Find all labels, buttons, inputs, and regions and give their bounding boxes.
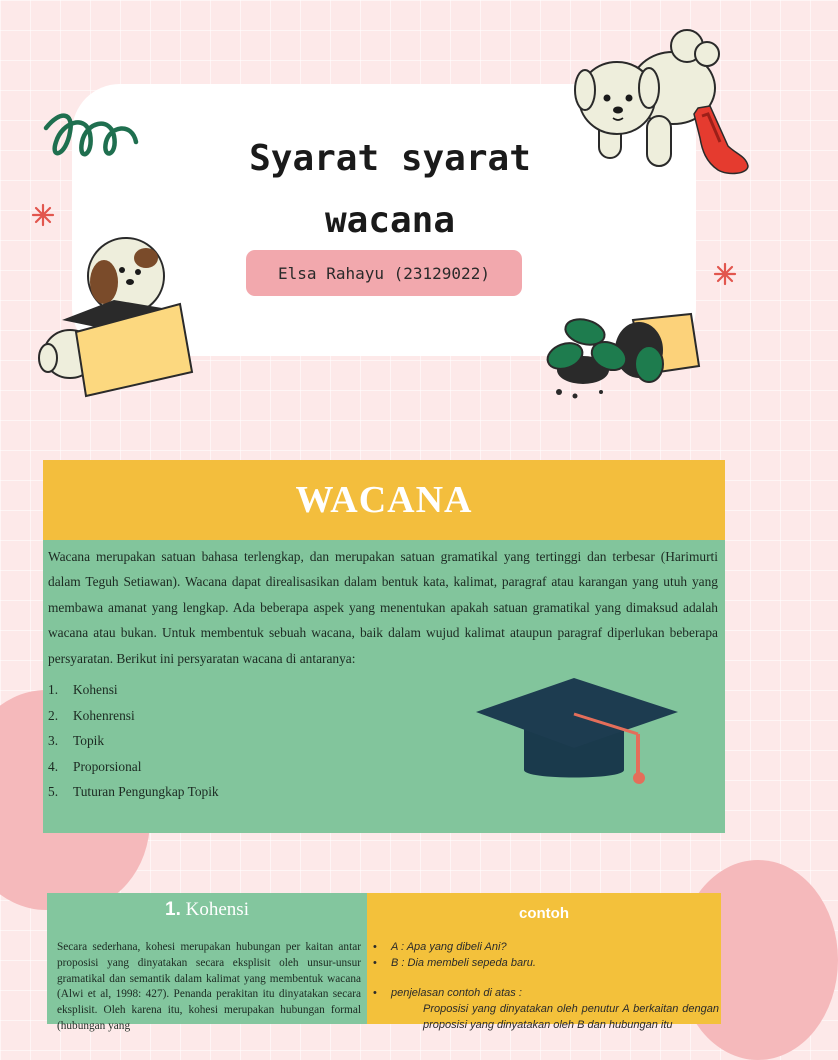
wacana-paragraph: Wacana merupakan satuan bahasa terlengkap, dan merupakan satuan gramatikal yang tertinggi dan terbesar (Harimurti dalam Teguh Setiawan). Wacana dapat direalisasikan dalam bentuk kata, kalimat, paragraf atau karangan yang utuh yang membawa amanat yang lengkap. Ada beberapa aspek yang menentukan apakah satuan gramatikal yang dimaksud adalah wacana atau bukan. Untuk membentuk sebuah wacana, baik dalam wujud kalimat ataupun paragraf diperlukan beberapa persyaratan. Berikut ini persyaratan wacana di antaranya: <box>48 549 718 666</box>
list-item: • A : Apa yang dibeli Ani? <box>373 941 507 953</box>
contoh-heading: contoh <box>519 905 569 922</box>
list-item: 3. Topik <box>48 733 105 749</box>
wacana-heading: WACANA <box>43 460 725 540</box>
requirements-list <box>48 677 219 805</box>
list-item: 5. Tuturan Pengungkap Topik <box>48 784 219 800</box>
kohensi-number: 1. <box>165 899 181 920</box>
title-line-2: wacana <box>324 200 456 241</box>
kohensi-title: Kohensi <box>185 899 249 920</box>
kohensi-heading <box>47 899 367 921</box>
author-badge <box>246 250 522 296</box>
puppy-box-illustration-icon <box>34 230 200 400</box>
title-line-1: Syarat syarat <box>249 138 531 179</box>
list-item: 1. Kohensi <box>48 682 118 697</box>
list-item: • penjelasan contoh di atas : <box>373 987 522 999</box>
list-item: • B : Dia membeli sepeda baru. <box>373 957 536 969</box>
contoh-list <box>373 939 719 1033</box>
author-name: Elsa Rahayu (23129022) <box>278 263 490 283</box>
list-item: 4. Proporsional <box>48 758 142 774</box>
red-shoe-icon <box>688 100 752 178</box>
list-item: 2. Kohenrensi <box>48 707 135 723</box>
kohensi-text: Secara sederhana, kohesi merupakan hubungan per kaitan antar proposisi yang dinyatakan secara eksplisit oleh unsur-unsur gramatikal dan semantik dalam kalimat yang membentuk wacana (Alwi et al, 1998: 427). Penanda perakitan itu dinyatakan secara eksplisit. Oleh karena itu, kohesi merupakan hubungan formal (hubungan yang <box>57 941 361 1032</box>
squiggle-icon <box>40 108 140 178</box>
page-title <box>180 128 600 252</box>
graduation-cap-icon <box>474 678 680 788</box>
kohensi-panel <box>47 893 367 1032</box>
contoh-panel <box>367 893 721 1031</box>
sparkle-icon <box>31 203 55 227</box>
sparkle-icon <box>713 262 737 286</box>
list-item: Proposisi yang dinyatakan oleh penutur A berkaitan dengan proposisi yang dinyatakan oleh B dan hubungan itu <box>423 1003 719 1031</box>
plant-pot-illustration-icon <box>545 310 705 402</box>
